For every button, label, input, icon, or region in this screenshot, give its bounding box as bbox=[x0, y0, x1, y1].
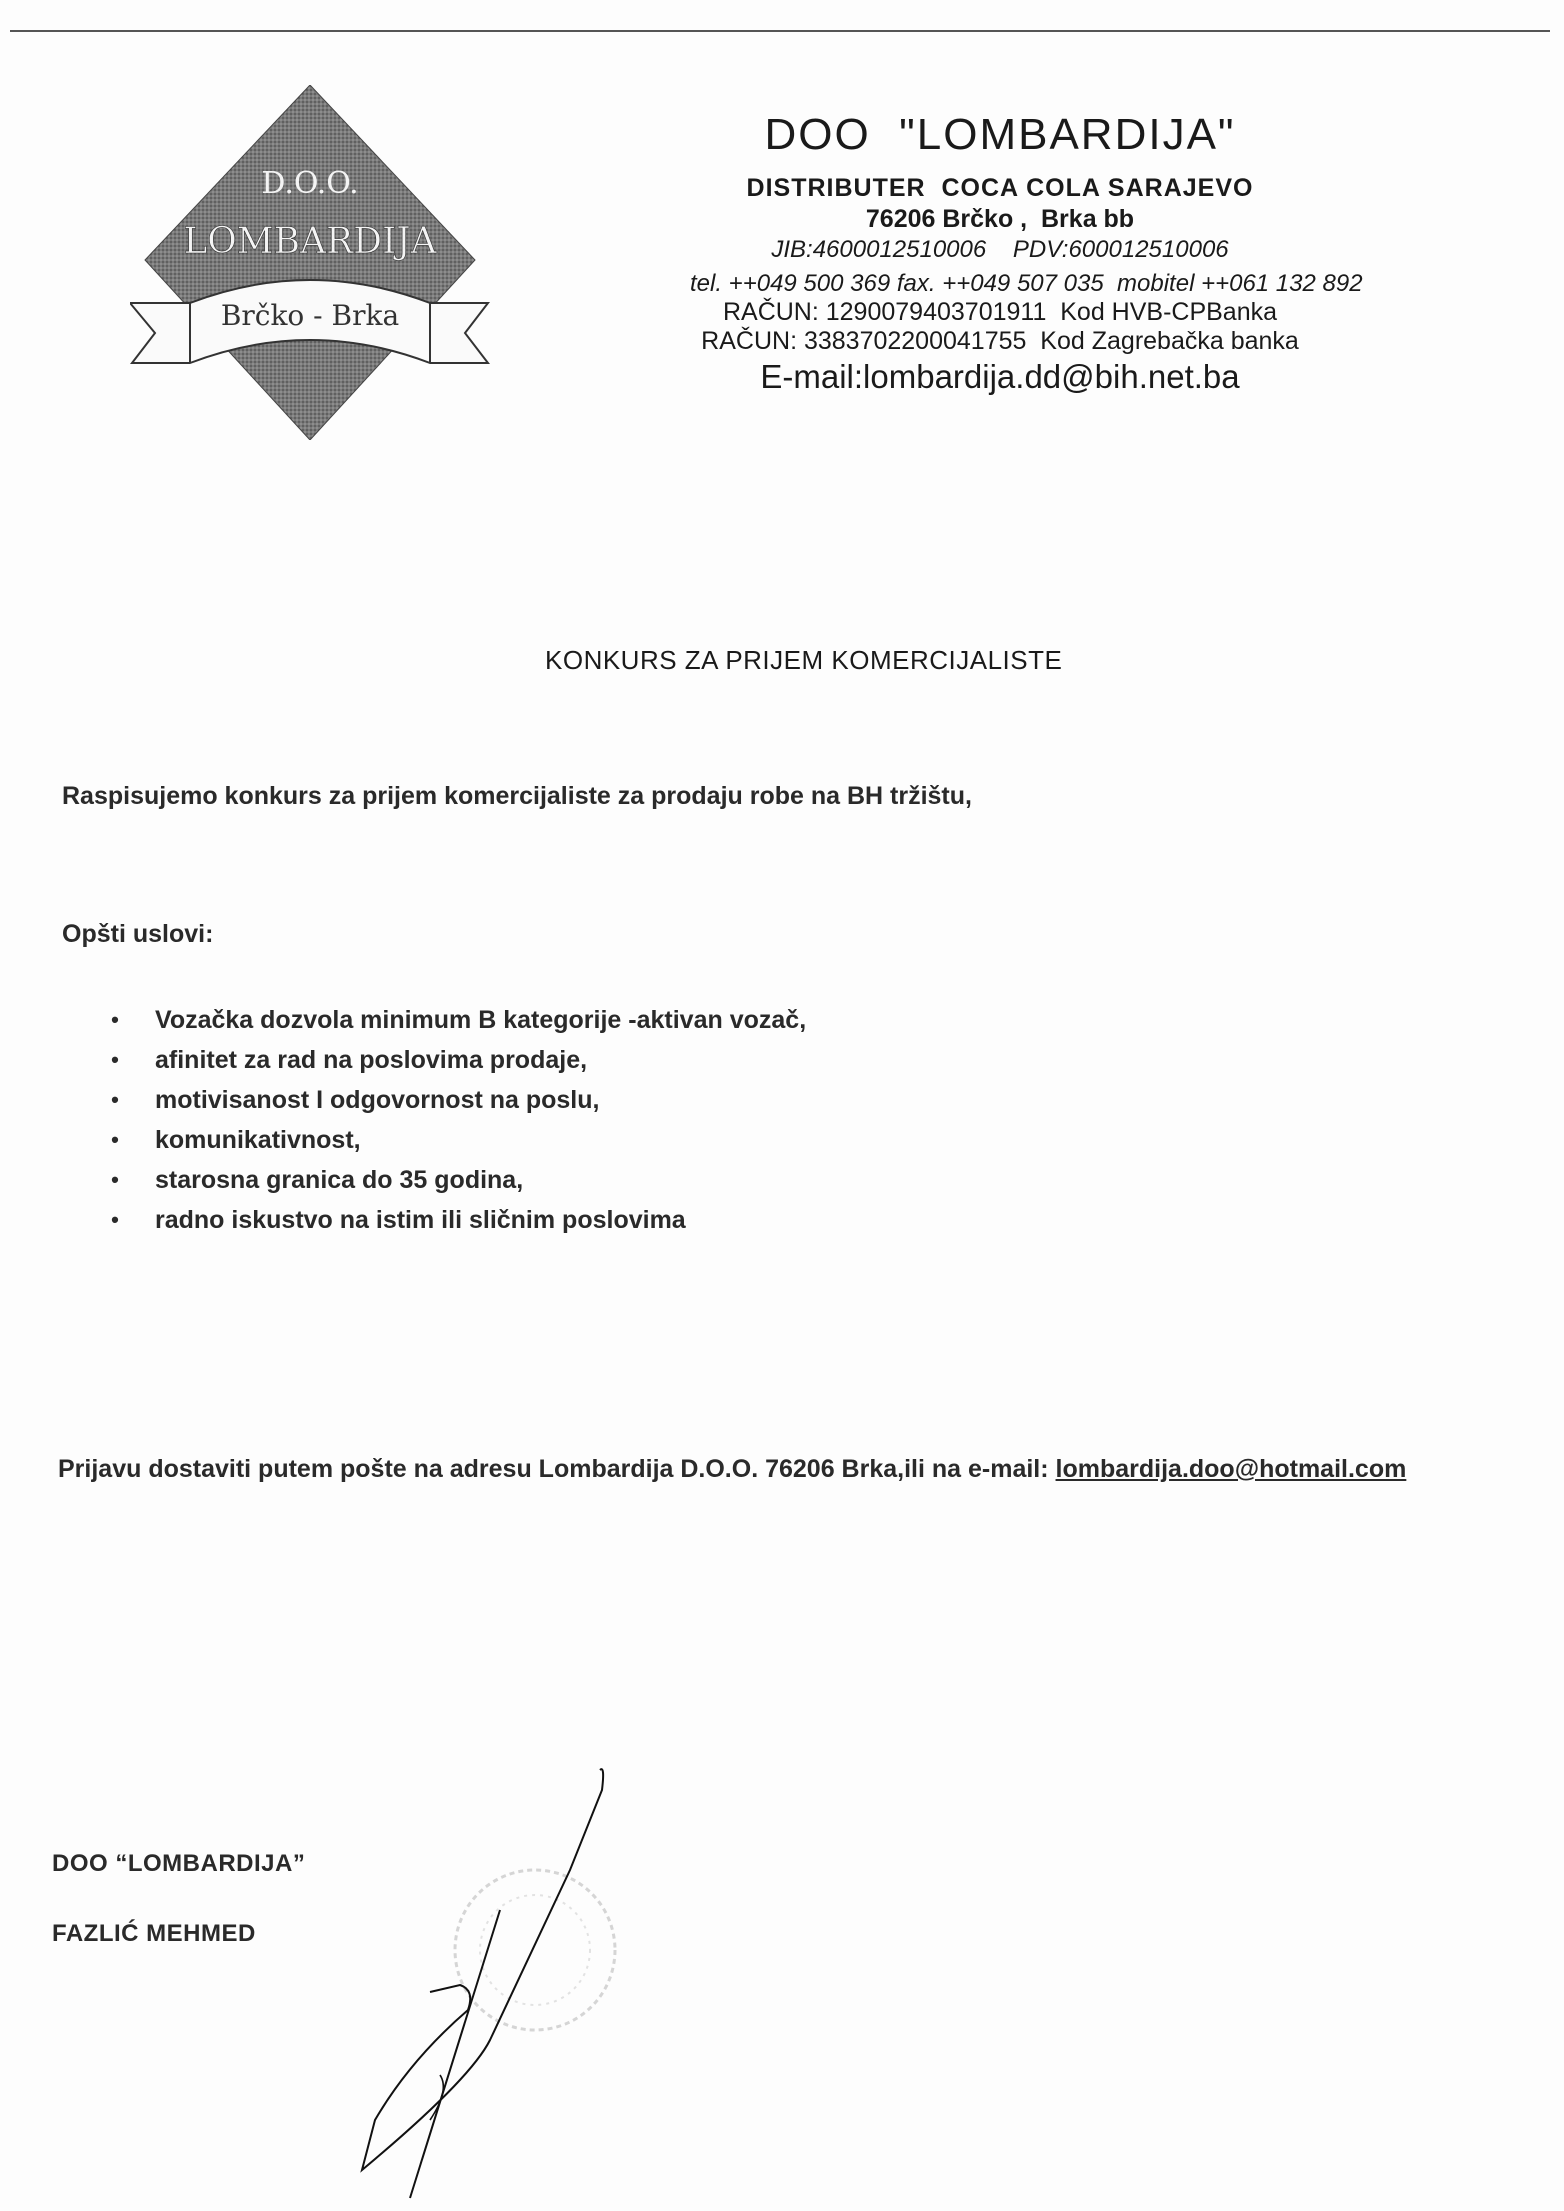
bullet-icon: • bbox=[111, 1007, 119, 1032]
condition-item bbox=[105, 1040, 806, 1080]
letterhead-distributor: DISTRIBUTER COCA COLA SARAJEVO bbox=[746, 174, 1254, 202]
conditions-list bbox=[105, 1000, 806, 1240]
bullet-icon: • bbox=[111, 1167, 119, 1192]
letterhead-account-2: RAČUN: 3383702200041755 Kod Zagrebačka banka bbox=[701, 327, 1299, 355]
bullet-icon: • bbox=[111, 1127, 119, 1152]
condition-item bbox=[105, 1120, 806, 1160]
condition-text: radno iskustvo na istim ili sličnim poslovima bbox=[155, 1206, 686, 1234]
condition-text: Vozačka dozvola minimum B kategorije -aktivan vozač, bbox=[155, 1006, 807, 1034]
logo-diamond bbox=[145, 85, 475, 440]
top-rule bbox=[10, 30, 1550, 32]
bullet-icon: • bbox=[111, 1087, 119, 1112]
letterhead-company: DOO "LOMBARDIJA" bbox=[764, 110, 1236, 159]
signature-company: DOO “LOMBARDIJA” bbox=[52, 1850, 306, 1877]
condition-text: komunikativnost, bbox=[155, 1126, 361, 1154]
bullet-icon: • bbox=[111, 1047, 119, 1072]
letterhead-account-1: RAČUN: 1290079403701911 Kod HVB-CPBanka bbox=[722, 298, 1278, 326]
intro-text: Raspisujemo konkurs za prijem komercijaliste za prodaju robe na BH tržištu, bbox=[62, 782, 972, 810]
logo-line1: D.O.O. bbox=[261, 166, 359, 201]
document-title: KONKURS ZA PRIJEM KOMERCIJALISTE bbox=[545, 645, 1063, 675]
letterhead-ids: JIB:4600012510006 PDV:600012510006 bbox=[771, 236, 1229, 263]
condition-item bbox=[105, 1080, 806, 1120]
condition-item bbox=[105, 1160, 806, 1200]
letterhead bbox=[560, 110, 1440, 396]
condition-item bbox=[105, 1000, 806, 1040]
letterhead-email: E-mail:lombardija.dd@bih.net.ba bbox=[760, 358, 1240, 395]
application-text: Prijavu dostaviti putem pošte na adresu Lombardija D.O.O. 76206 Brka,ili na e-mail: bbox=[58, 1455, 1056, 1483]
application-instructions bbox=[58, 1455, 1406, 1484]
condition-text: afinitet za rad na poslovima prodaje, bbox=[155, 1046, 588, 1074]
condition-text: motivisanost I odgovornost na poslu, bbox=[155, 1086, 600, 1114]
application-email-link[interactable]: lombardija.doo@hotmail.com bbox=[1055, 1455, 1407, 1483]
condition-text: starosna granica do 35 godina, bbox=[155, 1166, 524, 1194]
condition-item bbox=[105, 1200, 806, 1240]
letterhead-address: 76206 Brčko , Brka bb bbox=[865, 205, 1135, 233]
signature-name: FAZLIĆ MEHMED bbox=[52, 1920, 256, 1947]
logo-ribbon-text: Brčko - Brka bbox=[220, 299, 400, 332]
letterhead-phones: tel. ++049 500 369 fax. ++049 507 035 mobitel ++061 132 892 bbox=[690, 270, 1363, 297]
company-logo bbox=[130, 85, 490, 440]
logo-line2: LOMBARDIJA bbox=[183, 221, 437, 262]
bullet-icon: • bbox=[111, 1207, 119, 1232]
handwritten-signature bbox=[350, 1760, 630, 2200]
conditions-heading: Opšti uslovi: bbox=[62, 920, 214, 948]
